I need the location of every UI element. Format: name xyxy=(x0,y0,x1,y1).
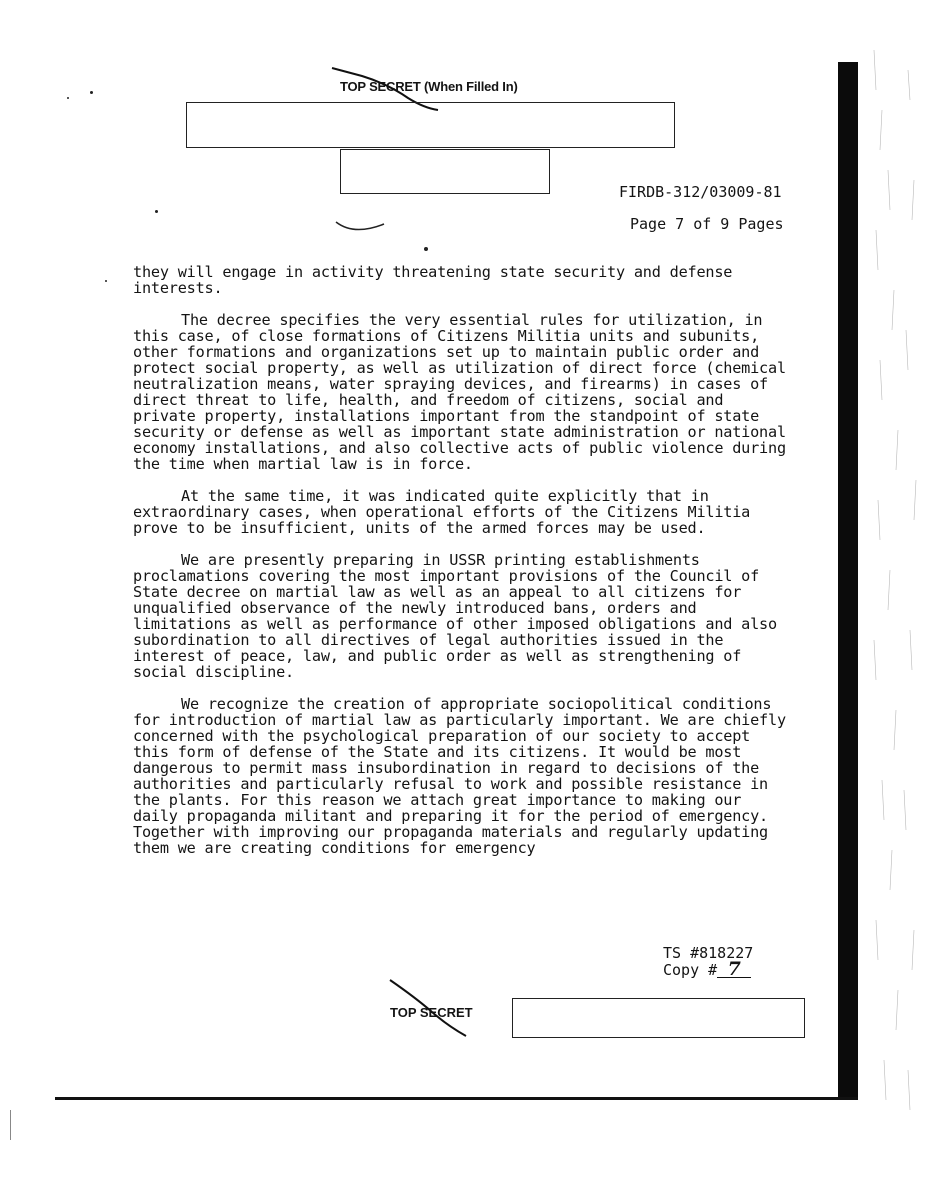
margin-tick xyxy=(10,1110,11,1140)
scan-bottom-line xyxy=(55,1097,858,1100)
blank-field-box-bottom xyxy=(512,998,805,1038)
stray-dot xyxy=(67,97,69,99)
paragraph: they will engage in activity threatening state security and defense interests. xyxy=(133,263,733,297)
paragraph: At the same time, it was indicated quite explicitly that in extraordinary cases, when operational efforts of the Citizens Militia prove to be insufficient, units of the armed forces may be used. xyxy=(133,487,751,537)
stray-dot xyxy=(105,280,107,282)
page-number-label: Page 7 of 9 Pages xyxy=(630,215,784,233)
stray-dot xyxy=(155,210,158,213)
paragraph: The decree specifies the very essential rules for utilization, in this case, of close formations of Citizens Militia units and subunits, other formations and organizations set up to maintain public order and protect social property, as well as utilization of direct force (chemical neutralization means, water spraying devices, and firearms) in cases of direct threat to life, health, and freedom of citizens, social and private property, installations important from the standpoint of state security or defense as well as important state administration or national economy installations, and also collective acts of public violence during the time when martial law is in force. xyxy=(133,311,786,473)
scan-edge-bar xyxy=(838,62,858,1098)
paragraph: We are presently preparing in USSR printing establishments proclamations covering the most important provisions of the Council of State decree on martial law as well as an appeal to all citizens for unqualified observance of the newly introduced bans, orders and limitations as well as performance of other imposed obligations and also subordination to all directives of legal authorities issued in the interest of peace, law, and public order as well as strengthening of social discipline. xyxy=(133,551,777,681)
classification-bottom: TOP SECRET xyxy=(390,1005,473,1020)
pen-mark xyxy=(334,218,394,238)
stray-dot xyxy=(424,247,428,251)
body-text xyxy=(133,264,793,872)
blank-field-box-middle xyxy=(340,149,550,194)
copy-number: 7 xyxy=(717,962,751,978)
classification-top: TOP SECRET (When Filled In) xyxy=(340,79,518,94)
ts-control-block xyxy=(663,945,753,979)
copy-line xyxy=(663,958,753,980)
paragraph: We recognize the creation of appropriate sociopolitical conditions for introduction of martial law as particularly important. We are chiefly concerned with the psychological preparation of our society to accept this form of defense of the State and its citizens. It would be most dangerous to permit mass insubordination in regard to decisions of the authorities and particularly refusal to work and possible resistance in the plants. For this reason we attach great importance to making our daily propaganda militant and preparing it for the period of emergency. Together with improving our propaganda materials and regularly updating them we are creating conditions for emergency xyxy=(133,695,786,857)
stray-dot xyxy=(90,91,93,94)
blank-field-box-top xyxy=(186,102,675,148)
ts-number: TS #818227 xyxy=(663,944,754,962)
scan-edge-noise xyxy=(868,30,924,1150)
document-id: FIRDB-312/03009-81 xyxy=(619,183,782,201)
copy-label: Copy # xyxy=(663,961,718,979)
